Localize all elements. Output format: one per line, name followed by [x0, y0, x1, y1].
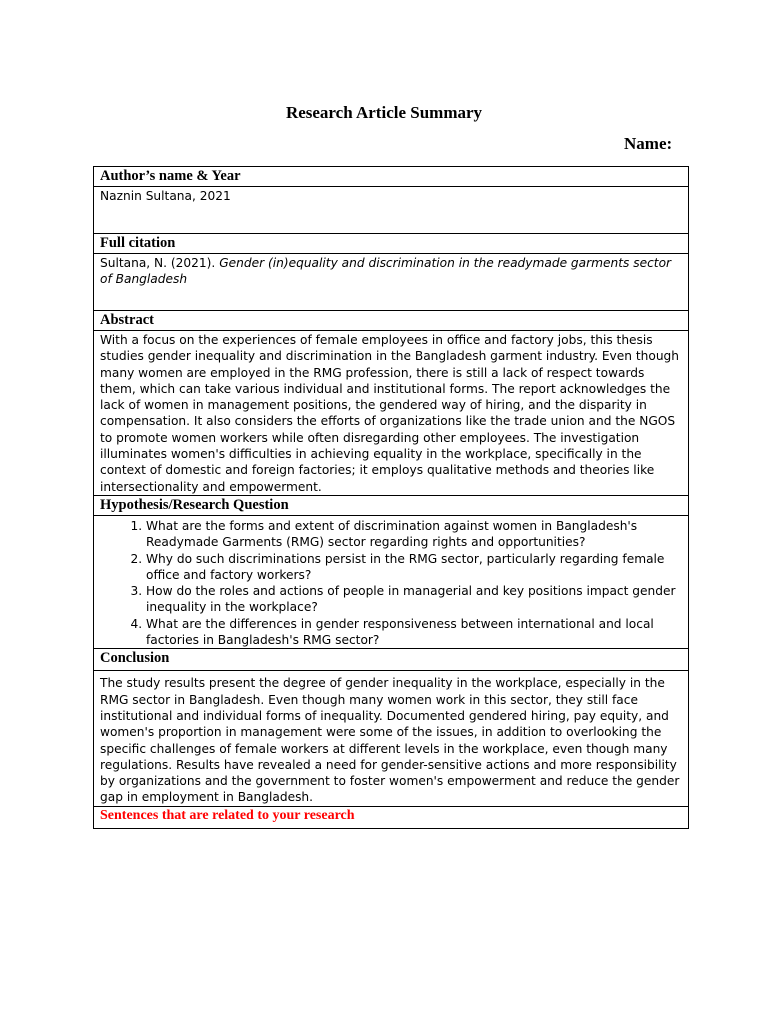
- citation-heading-row: [94, 234, 689, 254]
- related-sentences-heading: Sentences that are related to your research: [94, 806, 689, 828]
- citation-prefix: Sultana, N. (2021).: [100, 256, 220, 270]
- research-question-list: [100, 518, 682, 648]
- research-question-item: 1. What are the forms and extent of discrimination against women in Bangladesh's Readymade Garments (RMG) sector regarding rights and opportunities?: [146, 518, 682, 551]
- hypothesis-heading: Hypothesis/Research Question: [94, 495, 689, 515]
- abstract-heading-row: [94, 311, 689, 331]
- conclusion-text: The study results present the degree of gender inequality in the workplace, especially in the RMG sector in Bangladesh. Even though many women work in this sector, they still face institutional and individual forms of inequality. Documented gendered hiring, pay equity, and women's proportion in management were some of the issues, in addition to overlooking the specific challenges of female workers at different levels in the workplace, even though many regulations. Results have revealed a need for gender-sensitive actions and more responsibility by organizations and the government to foster women's empowerment and reduce the gender gap in employment in Bangladesh.: [94, 671, 689, 806]
- abstract-text: With a focus on the experiences of female employees in office and factory jobs, this thesis studies gender inequality and discrimination in the Bangladesh garment industry. Even though many women are employed in the RMG profession, there is still a lack of respect towards them, which can take various individual and institutional forms. The report acknowledges the lack of women in management positions, the gendered way of hiring, and the disparity in compensation. It also considers the efforts of organizations like the trade union and the NGOS to promote women workers while often disregarding other employees. The investigation illuminates women's difficulties in achieving equality in the workplace, specifically in the context of domestic and foreign factories; it employs qualitative methods and theories like intersectionality and empowerment.: [94, 331, 689, 496]
- author-value-row: [94, 187, 689, 234]
- conclusion-heading: Conclusion: [94, 649, 689, 671]
- research-question-item: 2. Why do such discriminations persist in the RMG sector, particularly regarding female office and factory workers?: [146, 551, 682, 584]
- conclusion-value-row: [94, 671, 689, 806]
- citation-heading: Full citation: [94, 234, 689, 254]
- citation-value: [94, 254, 689, 311]
- related-sentences-row: [94, 806, 689, 828]
- summary-table: [93, 166, 689, 829]
- hypothesis-heading-row: [94, 495, 689, 515]
- author-heading-row: [94, 167, 689, 187]
- hypothesis-value-row: [94, 515, 689, 648]
- abstract-heading: Abstract: [94, 311, 689, 331]
- citation-value-row: [94, 254, 689, 311]
- name-label: Name:: [624, 134, 673, 153]
- conclusion-heading-row: [94, 649, 689, 671]
- page-title: Research Article Summary: [285, 103, 483, 122]
- author-value: Naznin Sultana, 2021: [94, 187, 689, 234]
- author-heading: Author’s name & Year: [94, 167, 689, 187]
- citation-title: Gender (in)equality and discrimination in the readymade garments sector of Bangladesh: [100, 256, 672, 287]
- research-question-item: 4. What are the differences in gender responsiveness between international and local factories in Bangladesh's RMG sector?: [146, 616, 682, 649]
- research-question-item: 3. How do the roles and actions of people in managerial and key positions impact gender inequality in the workplace?: [146, 583, 682, 616]
- hypothesis-list-cell: [94, 515, 689, 648]
- abstract-value-row: [94, 331, 689, 496]
